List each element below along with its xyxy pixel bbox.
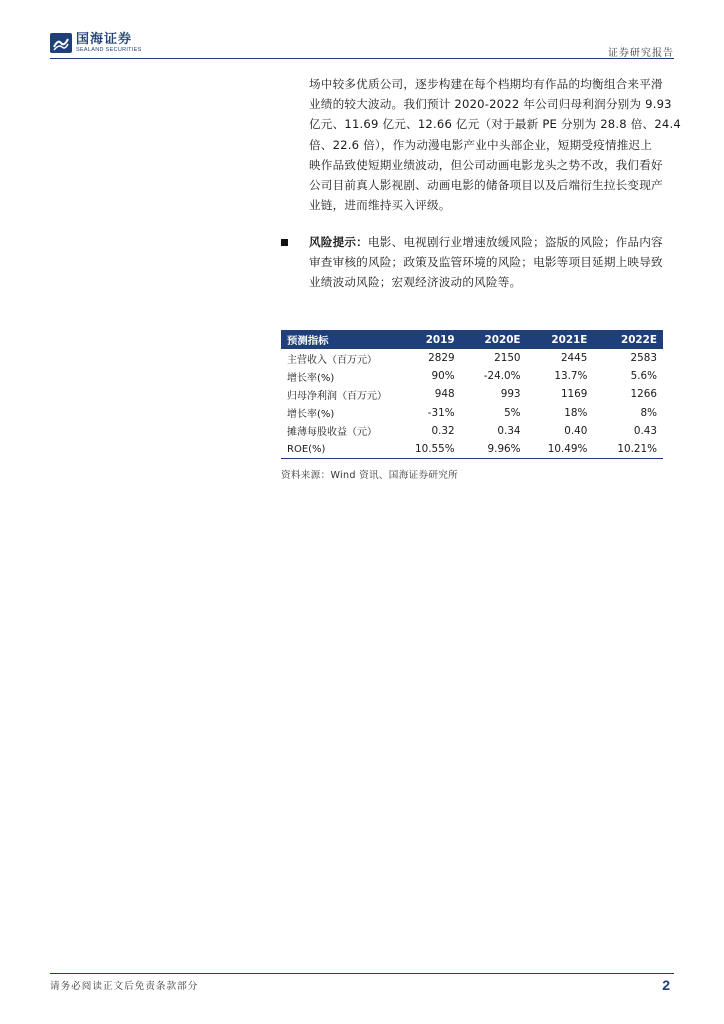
table-row <box>281 440 663 459</box>
page-number: 2 <box>662 977 670 993</box>
table-cell: 2583 <box>630 352 657 365</box>
company-logo <box>50 33 142 54</box>
table-cell: 5% <box>504 406 521 419</box>
table-row <box>281 385 663 403</box>
page-header <box>0 0 724 62</box>
risk-warning <box>309 232 684 293</box>
summary-line: 场中较多优质公司，逐步构建在每个档期均有作品的均衡组合来平滑 <box>309 77 663 91</box>
sealand-logo-icon <box>50 33 72 53</box>
table-cell: 0.32 <box>431 424 455 437</box>
table-row <box>281 349 663 367</box>
table-cell: -24.0% <box>483 370 521 383</box>
table-cell: 10.49% <box>527 440 594 459</box>
table-header-cell: 2021E <box>527 330 594 349</box>
table-cell: 2445 <box>560 352 588 365</box>
table-cell: 0.34 <box>497 424 521 437</box>
table-cell: 8% <box>640 406 657 419</box>
table-cell: ROE(%) <box>281 440 401 459</box>
table-header-cell: 2020E <box>461 330 527 349</box>
table-cell: 993 <box>500 388 521 401</box>
table-header-cell: 预测指标 <box>281 330 401 349</box>
risk-line: 业绩波动风险；宏观经济波动的风险等。 <box>309 275 522 290</box>
table-cell: 0.40 <box>564 424 588 437</box>
table-cell: 13.7% <box>554 370 588 383</box>
risk-line: 审查审核的风险；政策及监管环境的风险；电影等项目延期上映导致 <box>309 255 663 270</box>
table-row <box>281 367 663 385</box>
risk-line: 电影、电视剧行业增速放缓风险；盗版的风险；作品内容 <box>367 235 663 249</box>
table-cell: 5.6% <box>630 370 657 383</box>
footer-divider <box>50 973 674 974</box>
table-cell: 948 <box>434 388 455 401</box>
summary-paragraph <box>309 74 684 215</box>
table-cell: -31% <box>427 406 455 419</box>
logo-chinese-name: 国海证券 <box>76 32 133 47</box>
table-row <box>281 404 663 422</box>
summary-line: 业绩的较大波动。我们预计 2020-2022 年公司归母利润分别为 9.93 <box>309 97 672 112</box>
summary-line: 公司目前真人影视剧、动画电影的储备项目以及后端衍生拉长变现产 <box>309 178 663 193</box>
table-header-row <box>281 330 663 349</box>
table-row <box>281 422 663 440</box>
table-cell: 18% <box>564 406 588 419</box>
header-divider <box>50 58 674 59</box>
table-header-cell: 2022E <box>593 330 663 349</box>
report-type-label: 证券研究报告 <box>608 48 674 59</box>
table-cell: 主营收入（百万元） <box>287 354 377 366</box>
summary-line: 映作品致使短期业绩波动，但公司动画电影龙头之势不改，我们看好 <box>309 157 663 172</box>
table-cell: 归母净利润（百万元） <box>287 390 387 402</box>
table-header-cell: 2019 <box>401 330 461 349</box>
table-cell: 10.55% <box>401 440 461 459</box>
table-cell: 2829 <box>428 352 455 365</box>
table-cell: 0.43 <box>633 424 657 437</box>
bullet-square-icon <box>281 237 291 247</box>
table-cell: 9.96% <box>461 440 527 459</box>
summary-line: 倍、22.6 倍），作为动漫电影产业中头部企业，短期受疫情推迟上 <box>309 137 653 152</box>
risk-label: 风险提示： <box>309 235 368 249</box>
table-source-note: 资料来源：Wind 资讯、国海证券研究所 <box>281 470 459 481</box>
summary-line: 业链，进而维持买入评级。 <box>309 198 451 213</box>
table-cell: 增长率(%) <box>287 372 335 384</box>
table-cell: 90% <box>431 370 455 383</box>
forecast-table <box>281 330 663 459</box>
table-cell: 1169 <box>560 388 588 401</box>
table-cell: 摊薄每股收益（元） <box>287 427 377 439</box>
table-cell: 2150 <box>494 352 521 365</box>
logo-english-name: SEALAND SECURITIES <box>76 47 142 53</box>
table-cell: 增长率(%) <box>287 409 335 421</box>
summary-line: 亿元、11.69 亿元、12.66 亿元（对于最新 PE 分别为 28.8 倍、24.4 <box>309 117 681 132</box>
table-cell: 1266 <box>630 388 657 401</box>
table-cell: 10.21% <box>593 440 663 459</box>
footer-disclaimer: 请务必阅读正文后免责条款部分 <box>50 981 199 992</box>
